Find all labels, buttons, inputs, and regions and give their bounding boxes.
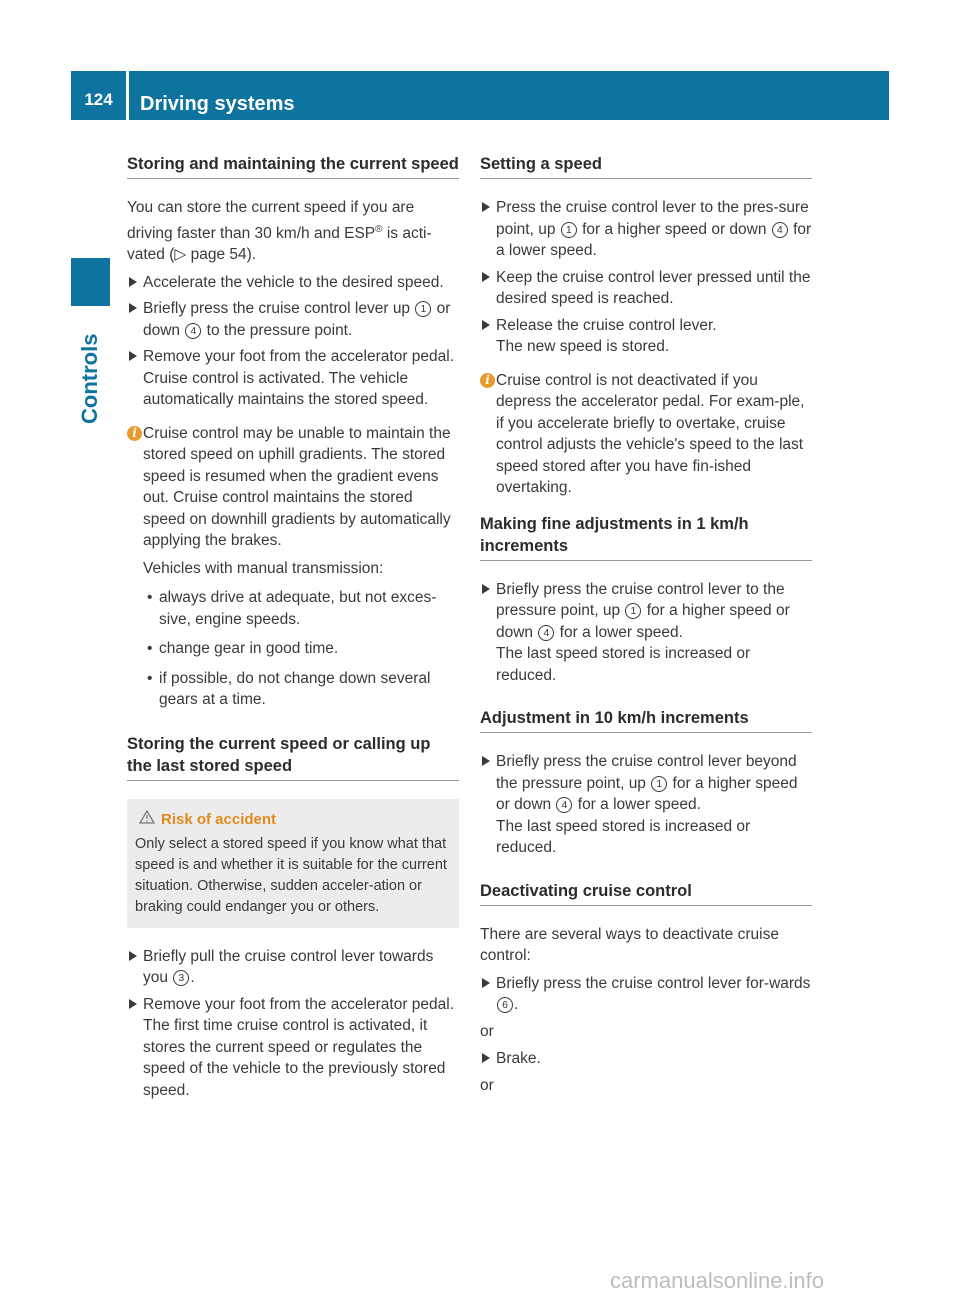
step-item: Briefly press the cruise control lever for-wards 6 . [480, 973, 812, 1016]
step-item: Press the cruise control lever to the pres-sure point, up 1 for a higher speed or down 4 for a lower speed. [480, 197, 812, 262]
step-item: Brake. [480, 1048, 812, 1070]
chapter-title: Driving systems [140, 93, 295, 115]
warning-text: Only select a stored speed if you know what that speed is and whether it is suitable for the current situation. Otherwise, sudden acceler-ation or braking could endanger you or others. [135, 835, 447, 915]
callout-1: 1 [651, 776, 667, 792]
callout-1: 1 [625, 603, 641, 619]
callout-4: 4 [185, 323, 201, 339]
side-tab-marker [71, 258, 110, 306]
section-heading-storing: Storing and maintaining the current speed [127, 153, 459, 179]
warning-triangle-icon [139, 810, 155, 824]
section-heading-setting: Setting a speed [480, 153, 812, 179]
info-note: i Cruise control is not deactivated if you depress the accelerator pedal. For exam-ple, if you accelerate briefly to overtake, cruise control adjusts the vehicle's speed to the last speed stored after you have fin-ished overtaking. [480, 370, 812, 499]
section-heading-fine: Making fine adjustments in 1 km/h increments [480, 513, 812, 561]
bullet-item: • if possible, do not change down several gears at a time. [147, 669, 431, 709]
note-manual-label: Vehicles with manual transmission: [143, 559, 384, 577]
header-divider [126, 71, 129, 120]
warning-heading: Risk of accident [161, 809, 451, 830]
warning-box [127, 799, 459, 928]
step-item: Briefly press the cruise control lever up 1 or down 4 to the pressure point. [127, 298, 459, 341]
step-item: Release the cruise control lever. The new speed is stored. [480, 315, 812, 358]
callout-3: 3 [173, 970, 189, 986]
callout-4: 4 [538, 625, 554, 641]
right-column [480, 153, 812, 1102]
step-item: Remove your foot from the accelerator pedal. The first time cruise control is activated, it stores the current speed or regulates the speed of the vehicle to the previously stored speed. [127, 994, 459, 1102]
step-arrow-icon [129, 277, 137, 287]
page-number: 124 [84, 90, 113, 109]
step-arrow-icon [482, 320, 490, 330]
step-item: Keep the cruise control lever pressed until the desired speed is reached. [480, 267, 812, 310]
step-arrow-icon [482, 584, 490, 594]
left-column [127, 153, 459, 1106]
bullet-item: • change gear in good time. [147, 640, 339, 658]
step-arrow-icon [129, 303, 137, 313]
step-arrow-icon [129, 951, 137, 961]
step-item: Briefly press the cruise control lever to the pressure point, up 1 for a higher speed or down 4 for a lower speed. The last speed stored is increased or reduced. [480, 579, 812, 687]
callout-4: 4 [772, 222, 788, 238]
intro-paragraph: You can store the current speed if you are driving faster than 30 km/h and ESP® is acti-vated (▷ page 54). [127, 199, 432, 264]
callout-1: 1 [561, 222, 577, 238]
callout-6: 6 [497, 997, 513, 1013]
section-heading-deactivate: Deactivating cruise control [480, 880, 812, 906]
side-section-label: Controls [77, 333, 102, 424]
or-text: or [480, 1076, 494, 1094]
callout-4: 4 [556, 797, 572, 813]
step-arrow-icon [482, 978, 490, 988]
or-text: or [480, 1022, 494, 1040]
page-ref-icon: ▷ [174, 246, 187, 264]
step-arrow-icon [482, 202, 490, 212]
step-item: Accelerate the vehicle to the desired speed. [127, 272, 459, 294]
section-heading-ten: Adjustment in 10 km/h increments [480, 707, 812, 733]
step-arrow-icon [129, 351, 137, 361]
watermark: carmanualsonline.info [610, 1268, 825, 1293]
step-arrow-icon [129, 999, 137, 1009]
step-arrow-icon [482, 756, 490, 766]
step-item: Briefly press the cruise control lever beyond the pressure point, up 1 for a higher speed or down 4 for a lower speed. The last speed stored is increased or reduced. [480, 751, 812, 859]
step-arrow-icon [482, 1053, 490, 1063]
step-item: Remove your foot from the accelerator pedal. Cruise control is activated. The vehicle automatically maintains the stored speed. [127, 346, 459, 411]
section-heading-recall: Storing the current speed or calling up the last stored speed [127, 733, 459, 781]
bullet-item: • always drive at adequate, but not exces-sive, engine speeds. [147, 589, 437, 628]
deactivate-intro: There are several ways to deactivate cruise control: [480, 925, 779, 964]
step-item: Briefly pull the cruise control lever towards you 3 . [127, 946, 459, 989]
callout-1: 1 [415, 301, 431, 317]
step-arrow-icon [482, 272, 490, 282]
info-note: i Cruise control may be unable to maintain the stored speed on uphill gradients. The stored speed is resumed when the gradient evens out. Cruise control maintains the stored speed on downhill gradients by automatically applying the brakes. Vehicles with manual transmission: • always drive at adequate, but not exces-sive, engine speeds. • change gear in good time. • if possible, do not change down several gears at a time. [127, 423, 459, 711]
info-icon: i [480, 373, 495, 388]
info-icon: i [127, 426, 142, 441]
